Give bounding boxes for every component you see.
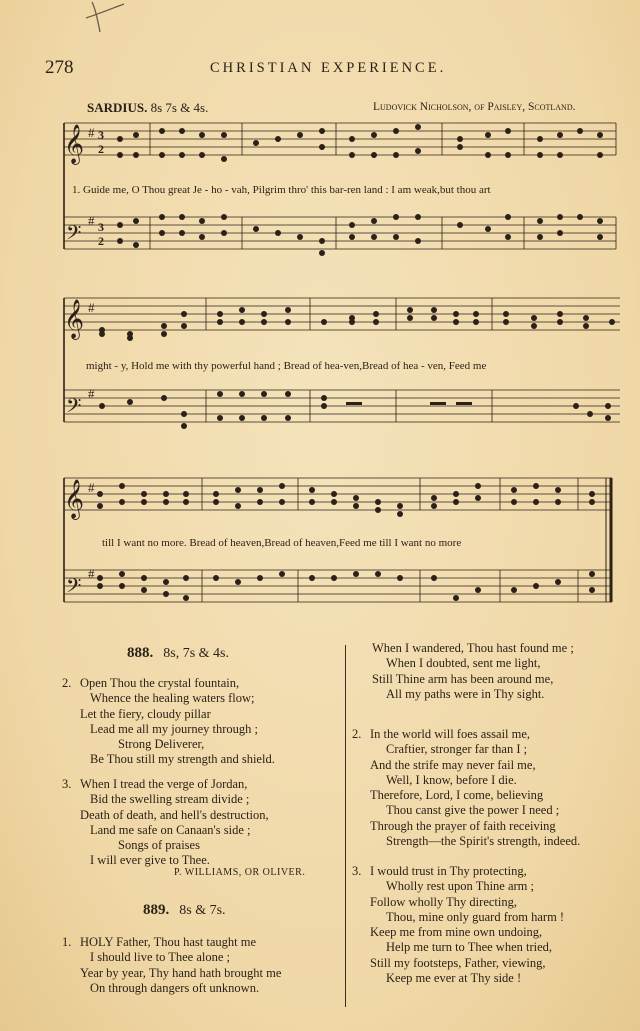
music-system-3 [60,474,620,614]
svg-text:3: 3 [98,220,104,234]
svg-text:2: 2 [98,234,104,248]
hymn-889-verse-3: 3. I would trust in Thy protecting, Wholly rest upon Thine arm ; Follow wholly Thy directing, Thou, mine only guard from harm ! Keep me from mine own undoing, Help me turn to Thee when tried, Still my footsteps, Father, viewing, Keep me ever at Thy side ! [352,864,565,986]
hymn-888-author: P. WILLIAMS, OR OLIVER. [174,867,306,878]
music-system-2 [60,290,620,440]
svg-text:𝄢: 𝄢 [66,394,82,422]
tune-composer: Ludovick Nicholson, of Paisley, Scotland. [373,101,576,113]
svg-text:𝄞: 𝄞 [64,299,85,339]
hymn-889-verse-1: 1. HOLY Father, Thou hast taught me I should live to Thee alone ; Year by year, Thy hand hath brought me On through dangers oft unknown. [62,935,282,995]
hymn-888-verse-4: 2. In the world will foes assail me, Craftier, stronger far than I ; And the strife may never fail me, Well, I know, before I die. Therefore, Lord, I come, believing Thou canst give the power I need ; Through the prayer of faith receiving Strength—the Spirit's strength, indeed. [352,727,581,849]
svg-text:𝄞: 𝄞 [64,479,85,519]
pencil-mark [78,0,128,40]
svg-text:𝄞: 𝄞 [64,124,85,164]
hymn-888-verse-1-cont: When I wandered, Thou hast found me ; When I doubted, sent me light, Still Thine arm has been around me, All my paths were in Thy sight. [372,641,574,701]
page-header [0,57,640,81]
svg-text:#: # [88,480,95,495]
running-head: CHRISTIAN EXPERIENCE. [210,60,447,76]
music-system-1 [60,113,620,273]
svg-text:𝄢: 𝄢 [66,574,82,602]
lyrics-line-1: 1. Guide me, O Thou great Je - ho - vah, Pilgrim thro' this bar-ren land : I am weak,but thou art [72,184,491,196]
column-divider [345,645,346,1007]
hymn-888-verse-3: 3. When I tread the verge of Jordan, Bid the swelling stream divide ; Death of death, and hell's destruction, Land me safe on Canaan's side ; Songs of praises I will ever give to Thee. [62,777,269,868]
hymn-889-heading: 889. 8s & 7s. [143,902,226,918]
svg-text:2: 2 [98,142,104,156]
svg-text:𝄢: 𝄢 [66,221,82,249]
svg-text:#: # [88,125,95,140]
lyrics-line-3: till I want no more. Bread of heaven,Bread of heaven,Feed me till I want no more [102,537,462,549]
svg-text:#: # [88,566,95,581]
svg-text:#: # [88,386,95,401]
tune-name: SARDIUS. 8s 7s & 4s. [87,100,209,115]
lyrics-line-2: might - y, Hold me with thy powerful hand ; Bread of hea-ven,Bread of hea - ven, Feed me [86,360,487,372]
hymn-888-heading: 888. 8s, 7s & 4s. [127,645,229,661]
svg-text:3: 3 [98,128,104,142]
svg-text:#: # [88,300,95,315]
svg-text:#: # [88,213,95,228]
page-number: 278 [45,57,74,78]
hymn-888-verse-2: 2. Open Thou the crystal fountain, Whence the healing waters flow; Let the fiery, cloudy pillar Lead me all my journey through ; Strong Deliverer, Be Thou still my strength and shield. [62,676,275,767]
